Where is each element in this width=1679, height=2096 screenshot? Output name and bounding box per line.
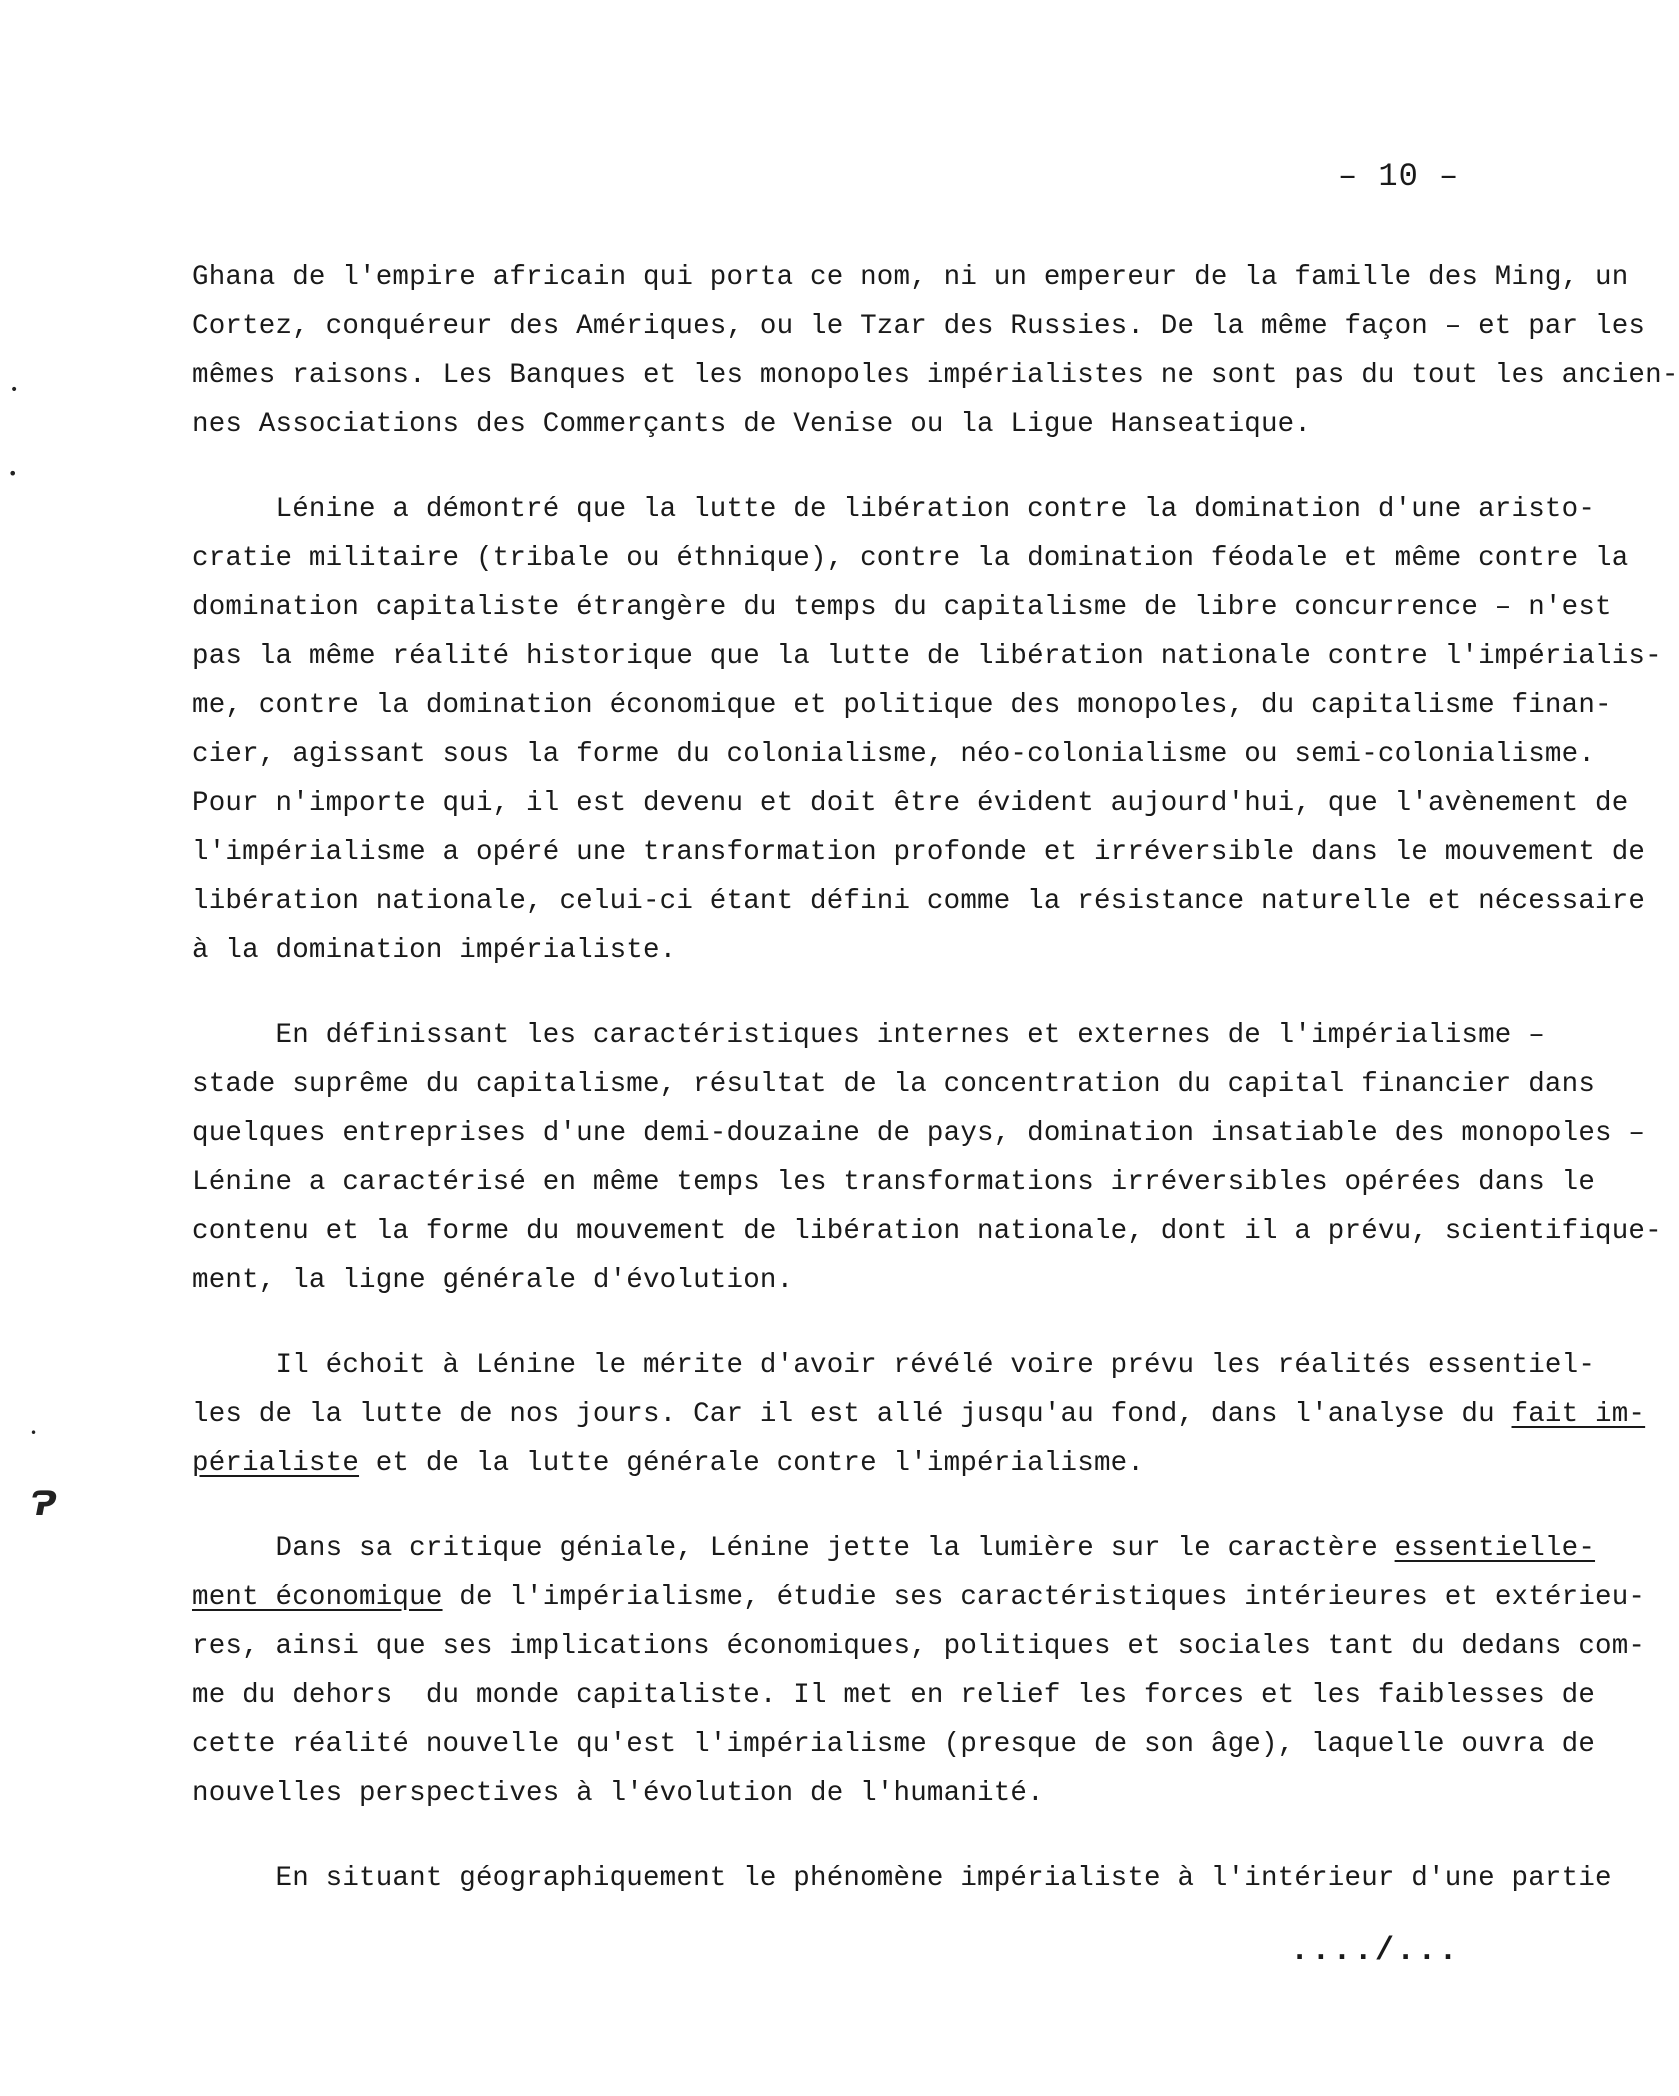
text-line: me, contre la domination économique et politique des monopoles, du capitalisme finan- bbox=[192, 690, 1612, 721]
text-line: Il échoit à Lénine le mérite d'avoir révélé voire prévu les réalités essentiel- bbox=[192, 1350, 1596, 1381]
text-line: Lénine a caractérisé en même temps les transformations irréversibles opérées dans le bbox=[192, 1167, 1596, 1198]
text-line: En définissant les caractéristiques internes et externes de l'impérialisme – bbox=[192, 1020, 1545, 1051]
text-line: mêmes raisons. Les Banques et les monopoles impérialistes ne sont pas du tout les ancien- bbox=[192, 360, 1679, 391]
margin-dot: • bbox=[10, 382, 19, 398]
text-line: à la domination impérialiste. bbox=[192, 935, 677, 966]
text-line: me du dehors du monde capitaliste. Il met en relief les forces et les faiblesses de bbox=[192, 1680, 1596, 1711]
text-line: libération nationale, celui-ci étant défini comme la résistance naturelle et nécessaire bbox=[192, 886, 1646, 917]
margin-handwritten-mark: Ɂ bbox=[30, 1484, 57, 1524]
text-line: les de la lutte de nos jours. Car il est allé jusqu'au fond, dans l'analyse du fait im- bbox=[192, 1399, 1646, 1430]
text-line: stade suprême du capitalisme, résultat de la concentration du capital financier dans bbox=[192, 1069, 1596, 1100]
margin-dot: • bbox=[8, 464, 18, 483]
text-line: contenu et la forme du mouvement de libération nationale, dont il a prévu, scientifique- bbox=[192, 1216, 1662, 1247]
text-line: ment, la ligne générale d'évolution. bbox=[192, 1265, 794, 1296]
text-line: cette réalité nouvelle qu'est l'impérialisme (presque de son âge), laquelle ouvra de bbox=[192, 1729, 1596, 1760]
text-line: Cortez, conquéreur des Amériques, ou le Tzar des Russies. De la même façon – et par les bbox=[192, 311, 1646, 342]
text-line: pas la même réalité historique que la lutte de libération nationale contre l'impérialis- bbox=[192, 641, 1662, 672]
text-line: Ghana de l'empire africain qui porta ce nom, ni un empereur de la famille des Ming, un bbox=[192, 262, 1629, 293]
text-line: Dans sa critique géniale, Lénine jette la lumière sur le caractère essentielle- bbox=[192, 1533, 1596, 1564]
text-line: domination capitaliste étrangère du temps du capitalisme de libre concurrence – n'est bbox=[192, 592, 1612, 623]
underlined-phrase: périaliste bbox=[192, 1448, 360, 1479]
underlined-phrase: ment économique bbox=[192, 1582, 443, 1613]
text-line: nouvelles perspectives à l'évolution de l'humanité. bbox=[192, 1778, 1044, 1809]
text-line: En situant géographiquement le phénomène impérialiste à l'intérieur d'une partie bbox=[192, 1863, 1612, 1894]
text-line: cier, agissant sous la forme du colonialisme, néo-colonialisme ou semi-colonialisme. bbox=[192, 739, 1596, 770]
underlined-phrase: fait im- bbox=[1511, 1399, 1646, 1430]
text-line: l'impérialisme a opéré une transformation profonde et irréversible dans le mouvement de bbox=[192, 837, 1646, 868]
text-line: Pour n'importe qui, il est devenu et doit être évident aujourd'hui, que l'avènement de bbox=[192, 788, 1629, 819]
text-line: périaliste et de la lutte générale contre l'impérialisme. bbox=[192, 1448, 1145, 1479]
text-line: res, ainsi que ses implications économiques, politiques et sociales tant du dedans com- bbox=[192, 1631, 1646, 1662]
margin-dot: • bbox=[30, 1426, 38, 1440]
text-line: Lénine a démontré que la lutte de libération contre la domination d'une aristo- bbox=[192, 494, 1596, 525]
text-line: ment économique de l'impérialisme, étudie ses caractéristiques intérieures et extérieu- bbox=[192, 1582, 1646, 1613]
text-line: quelques entreprises d'une demi-douzaine de pays, domination insatiable des monopoles – bbox=[192, 1118, 1646, 1149]
page-number: – 10 – bbox=[1338, 158, 1460, 195]
text-line: nes Associations des Commerçants de Venise ou la Ligue Hanseatique. bbox=[192, 409, 1312, 440]
text-line: cratie militaire (tribale ou éthnique), contre la domination féodale et même contre la bbox=[192, 543, 1629, 574]
continuation-mark: ..../... bbox=[1290, 1932, 1460, 1969]
underlined-phrase: essentielle- bbox=[1394, 1533, 1596, 1564]
